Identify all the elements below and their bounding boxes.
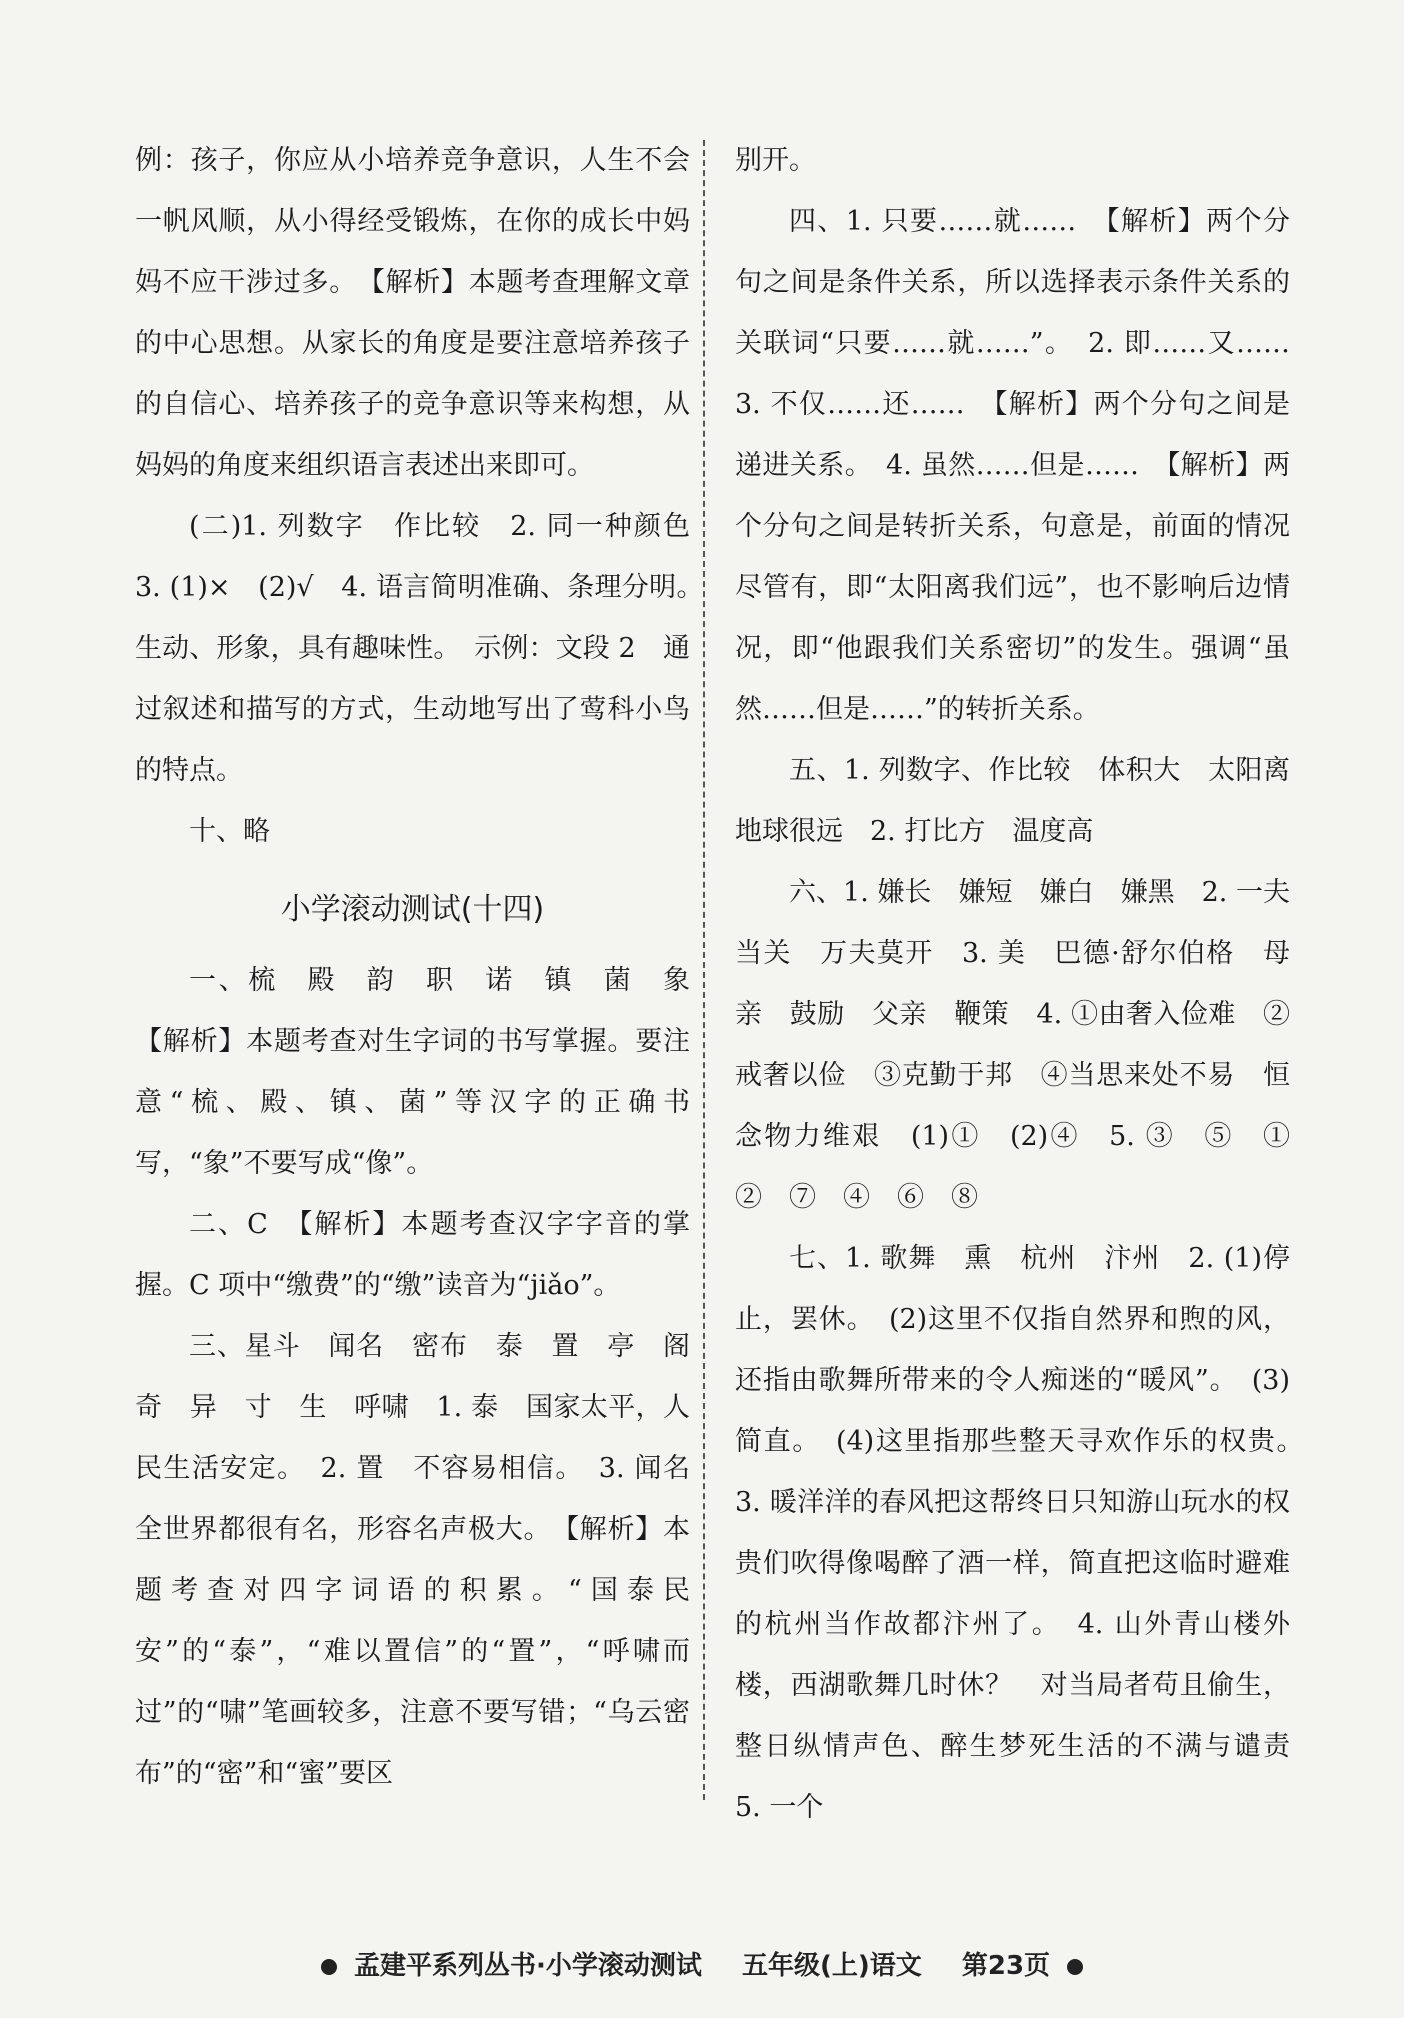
answer-paragraph-q5: 五、1. 列数字、作比较 体积大 太阳离地球很远 2. 打比方 温度高 [735,755,1290,847]
bullet-icon [321,1959,337,1975]
bullet-icon [1067,1959,1083,1975]
left-column [135,130,717,1804]
answer-paragraph-q6: 六、1. 嫌长 嫌短 嫌白 嫌黑 2. 一夫当关 万夫莫开 3. 美 巴德·舒尔伯格 母亲 鼓励 父亲 鞭策 4. ①由奢入俭难 ②戒奢以俭 ③克勤于邦 ④当思来处不易 恒念物力维艰 (1)① (2)④ 5. ③ ⑤ ① ② ⑦ ④ ⑥ ⑧ [735,877,1317,1213]
answer-paragraph-q3: 三、星斗 闻名 密布 泰 置 亭 阁 奇 异 寸 生 呼啸 1. 泰 国家太平，人民生活安定。 2. 置 不容易相信。 3. 闻名 全世界都很有名，形容名声极大。 【解析】本题考查对四字词语的积累。“国泰民安”的“泰”，“难以置信”的“置”，“呼啸而过”的“啸”笔画较多，注意不要写错；“乌云密布”的“密”和“蜜”要区 [135,1331,717,1789]
answer-paragraph-q4: 四、1. 只要……就…… 【解析】两个分句之间是条件关系，所以选择表示条件关系的关联词“只要……就……”。 2. 即……又…… 3. 不仅……还…… 【解析】两个分句之间是递进关系。 4. 虽然……但是…… 【解析】两个分句之间是转折关系，句意是，前面的情况尽管有，即“太阳离我们远”，也不影响后边情况，即“他跟我们关系密切”的发生。强调“虽然……但是……”的转折关系。 [735,206,1317,725]
column-divider [703,140,705,1800]
answer-paragraph-q7: 七、1. 歌舞 熏 杭州 汴州 2. (1)停止，罢休。 (2)这里不仅指自然界和煦的风，还指由歌舞所带来的令人痴迷的“暖风”。 (3)简直。 (4)这里指那些整天寻欢作乐的权贵。 3. 暖洋洋的春风把这帮终日只知游山玩水的权贵们吹得像喝醉了酒一样，简直把这临时避难的杭州当作故都汴州了。 4. 山外青山楼外楼，西湖歌舞几时休？ 对当局者苟且偷生，整日纵情声色、醉生梦死生活的不满与谴责 5. 一个 [735,1243,1317,1823]
answer-paragraph-example: 例：孩子，你应从小培养竞争意识，人生不会一帆风顺，从小得经受锻炼，在你的成长中妈妈不应干涉过多。 【解析】本题考查理解文章的中心思想。从家长的角度是要注意培养孩子的自信心、培养孩子的竞争意识等来构想，从妈妈的角度来组织语言表述出来即可。 [135,145,690,481]
footer-grade: 五年级(上)语文 [741,1951,922,1981]
answer-paragraph-part-two: (二)1. 列数字 作比较 2. 同一种颜色 3. (1)× (2)√ 4. 语言简明准确、条理分明。 生动、形象，具有趣味性。 示例：文段 2 通过叙述和描写的方式，生动地写出了莺科小鸟的特点。 [135,511,717,786]
right-column [735,130,1317,1838]
section-title: 小学滚动测试(十四) [280,892,545,927]
answer-paragraph-q1: 一、梳 殿 韵 职 诺 镇 菌 象 【解析】本题考查对生字词的书写掌握。要注意“梳、殿、镇、菌”等汉字的正确书写，“象”不要写成“像”。 [135,965,717,1179]
answer-paragraph-ten: 十、略 [189,816,270,847]
answer-paragraph-continuation: 别开。 [735,145,816,176]
page-number: 第23页 [961,1951,1051,1981]
answer-paragraph-q2: 二、C 【解析】本题考查汉字字音的掌握。C 项中“缴费”的“缴”读音为“jiǎo”。 [135,1209,690,1301]
footer-series: 孟建平系列丛书·小学滚动测试 [353,1951,702,1981]
page-footer [0,1945,1404,1982]
